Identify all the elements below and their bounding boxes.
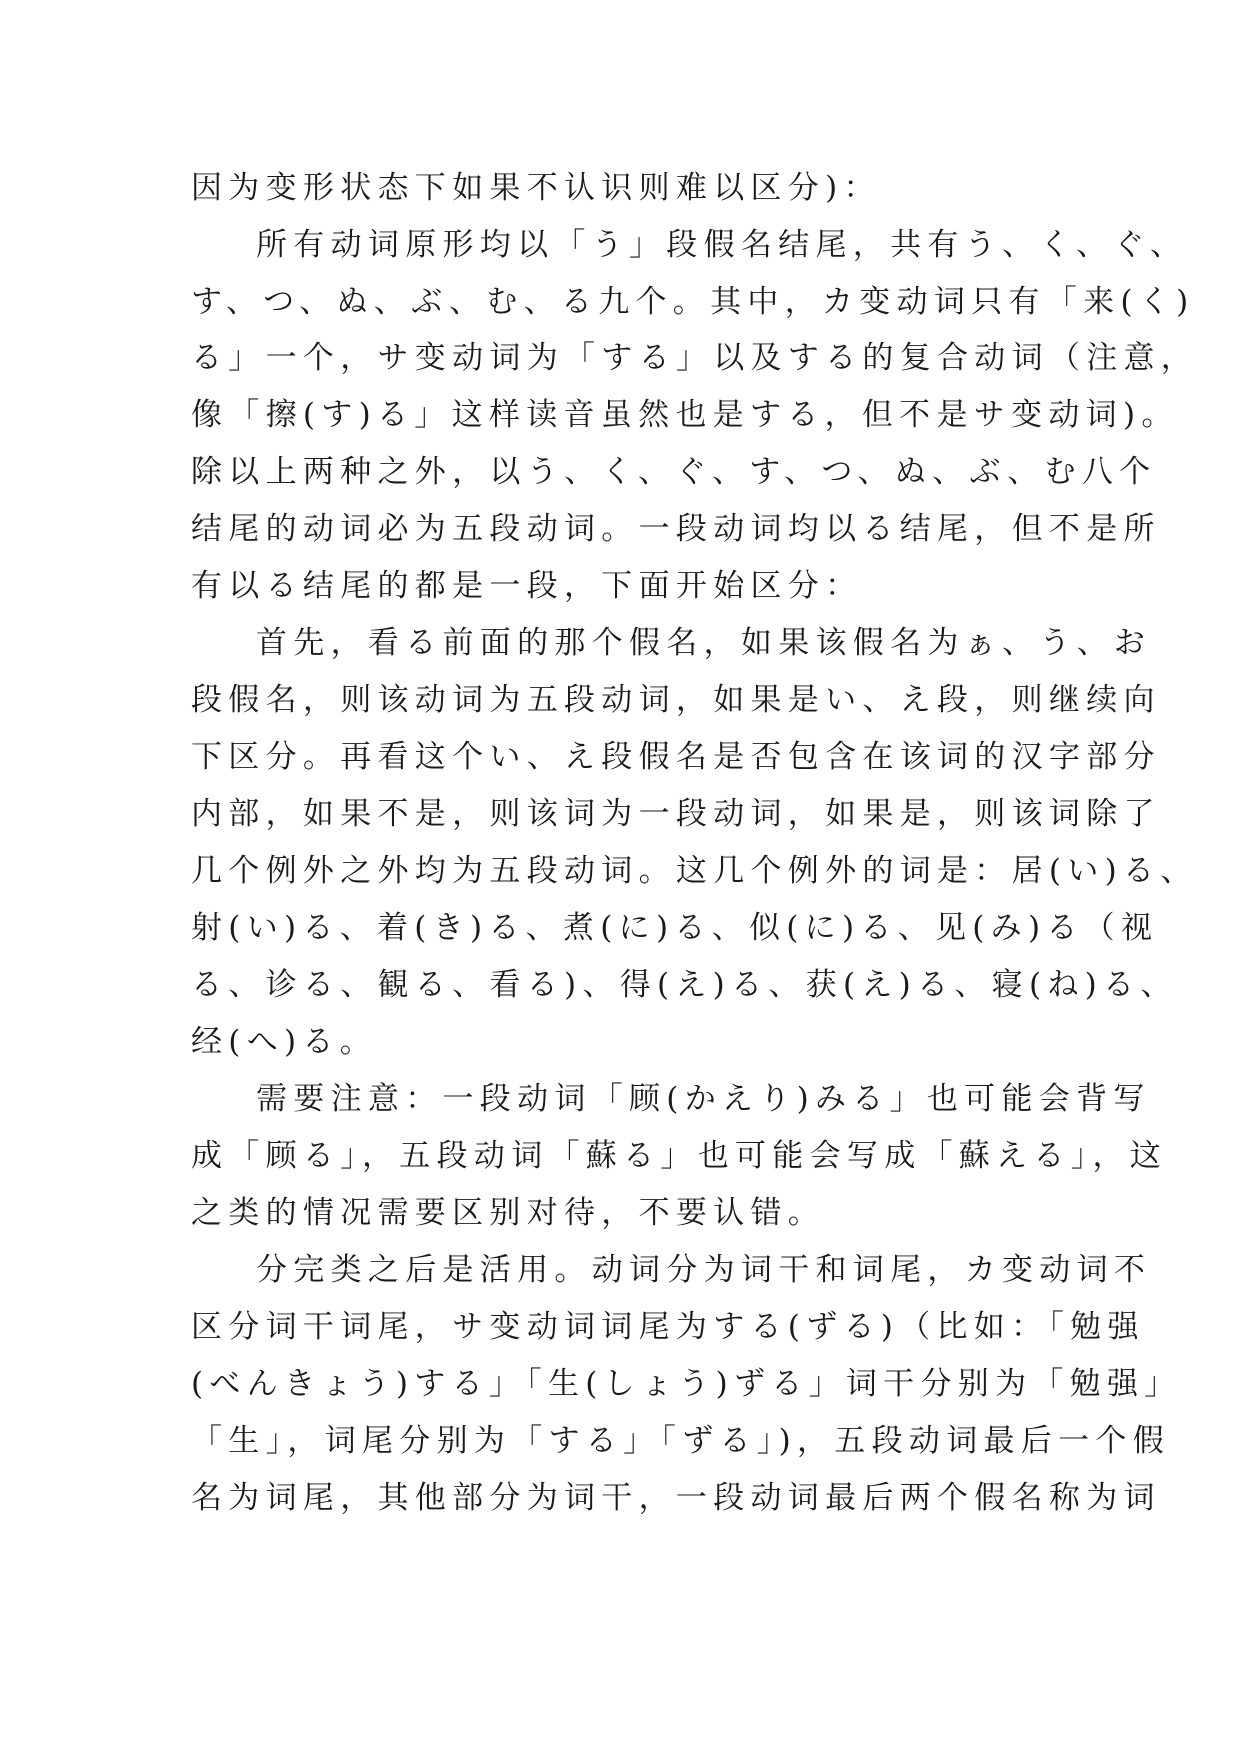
text-line: 因为变形状态下如果不认识则难以区分)：: [191, 170, 881, 206]
text-line: す、つ、ぬ、ぶ、む、る九个。其中，カ变动词只有「来(く): [191, 284, 1195, 320]
text-line: 除以上两种之外，以う、く、ぐ、す、つ、ぬ、ぶ、む八个: [191, 454, 1157, 490]
text-line: る、诊る、観る、看る)、得(え)る、获(え)る、寝(ね)る、: [191, 967, 1178, 1003]
text-line: 像「擦(す)る」这样读音虽然也是する，但不是サ变动词)。: [191, 397, 1179, 433]
text-line: る」一个，サ变动词为「する」以及する的复合动词（注意，: [191, 340, 1199, 376]
text-line: 射(い)る、着(き)る、煮(に)る、似(に)る、见(み)る（视: [191, 910, 1159, 946]
text-line: 之类的情况需要区别对待，不要认错。: [191, 1195, 826, 1231]
text-line: 区分词干词尾，サ变动词词尾为する(ずる)（比如：「勉强: [191, 1309, 1145, 1345]
text-line: 几个例外之外均为五段动词。这几个例外的词是：居(い)る、: [191, 853, 1198, 889]
text-line: 结尾的动词必为五段动词。一段动词均以る结尾，但不是所: [191, 511, 1161, 547]
text-line: (べんきょう)する」「生(しょう)ずる」词干分别为「勉强」: [191, 1366, 1182, 1402]
text-line: 分完类之后是活用。动词分为词干和词尾，カ变动词不: [256, 1252, 1152, 1288]
text-line: 首先，看る前面的那个假名，如果该假名为ぁ、う、お: [256, 625, 1152, 661]
text-line: 下区分。再看这个い、え段假名是否包含在该词的汉字部分: [191, 739, 1161, 775]
text-line: 所有动词原形均以「う」段假名结尾，共有う、く、ぐ、: [256, 227, 1188, 263]
text-line: 段假名，则该动词为五段动词，如果是い、え段，则继续向: [191, 682, 1161, 718]
text-line: 有以る结尾的都是一段，下面开始区分：: [191, 568, 863, 604]
text-line: 经(へ)る。: [191, 1024, 377, 1060]
text-line: 内部，如果不是，则该词为一段动词，如果是，则该词除了: [191, 796, 1161, 832]
text-line: 「生」，词尾分别为「する」「ずる」)，五段动词最后一个假: [191, 1423, 1170, 1459]
text-line: 成「顾る」，五段动词「蘇る」也可能会写成「蘇える」，这: [191, 1138, 1168, 1174]
text-line: 名为词尾，其他部分为词干，一段动词最后两个假名称为词: [191, 1480, 1161, 1516]
text-line: 需要注意：一段动词「顾(かえり)みる」也可能会背写: [256, 1081, 1151, 1117]
